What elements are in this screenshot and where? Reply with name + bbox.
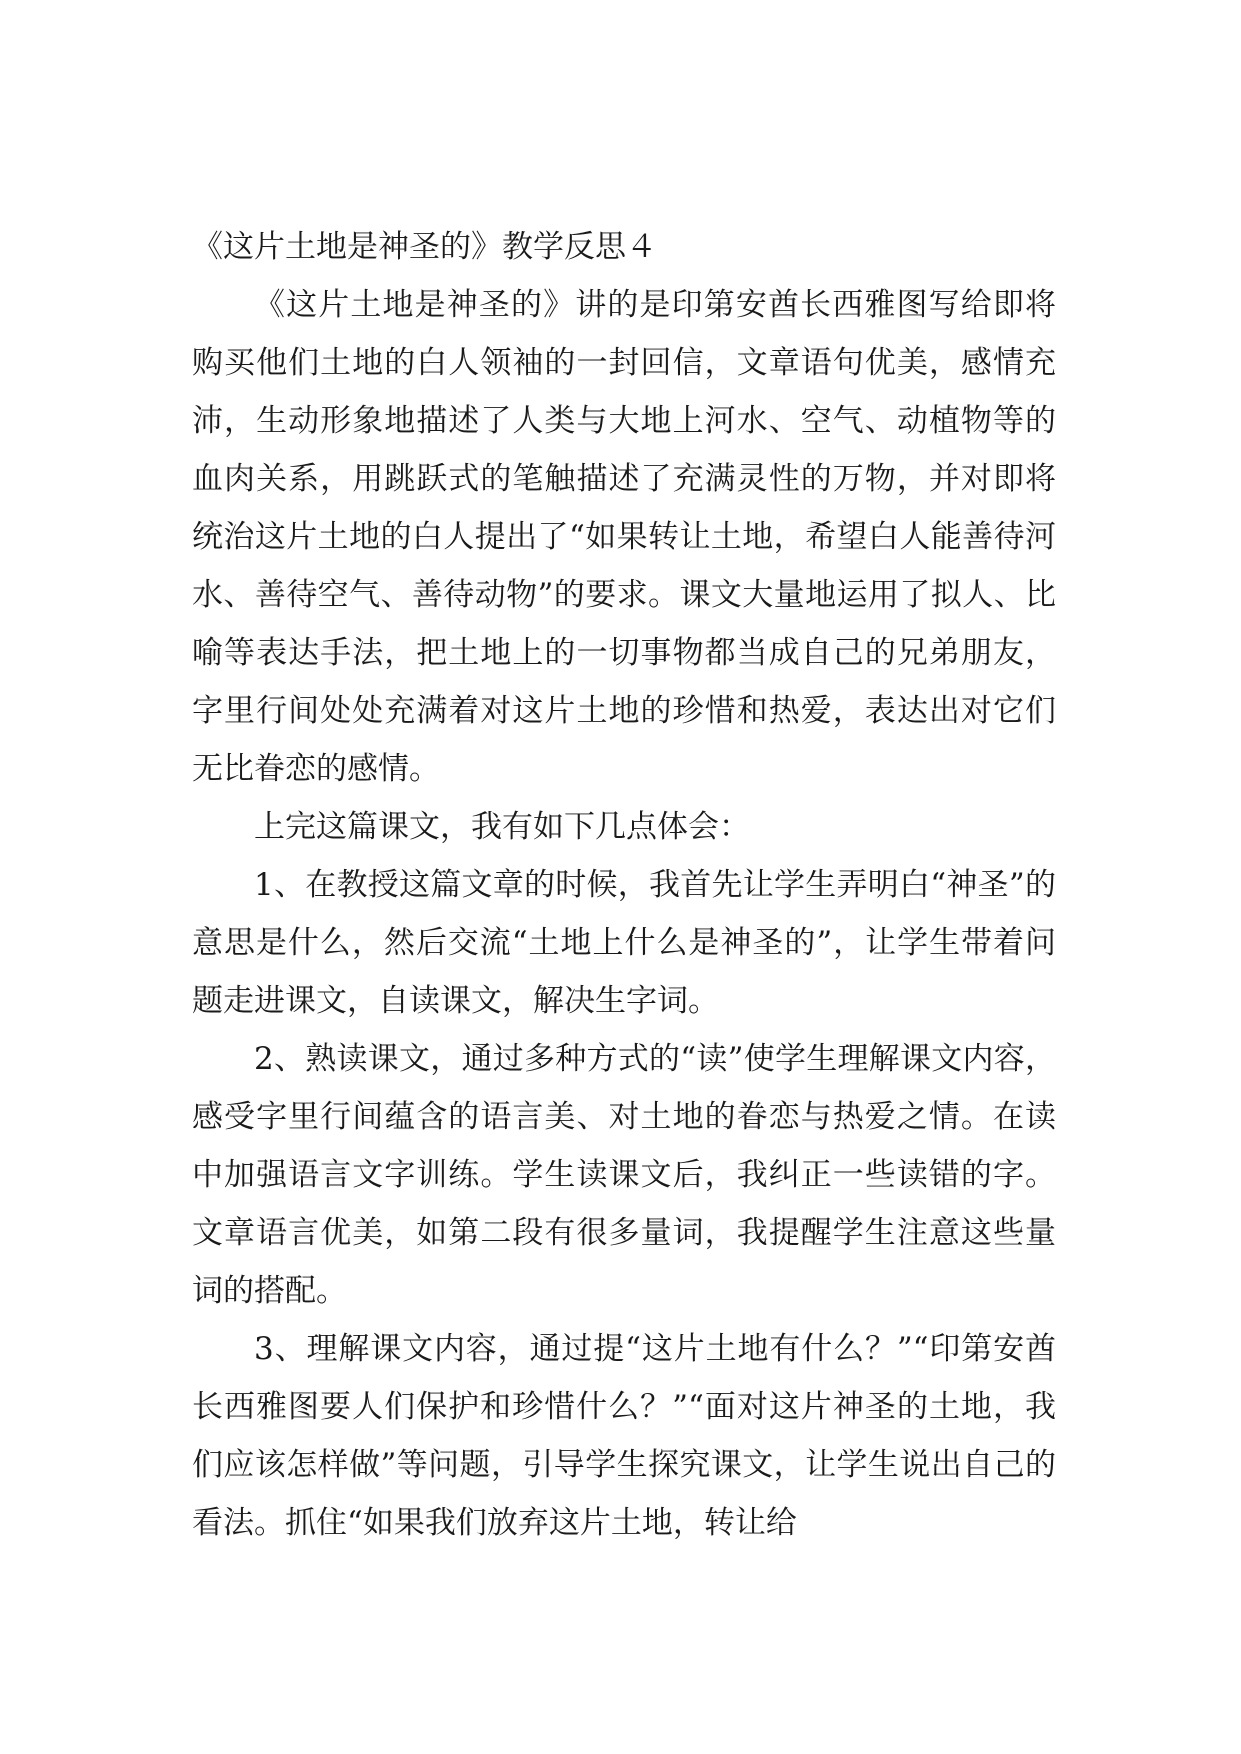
paragraph-intro: 《这片土地是神圣的》讲的是印第安酋长西雅图写给即将购买他们土地的白人领袖的一封回信，文章语句优美，感情充沛，生动形象地描述了人类与大地上河水、空气、动植物等的血肉关系，用跳跃式的笔触描述了充满灵性的万物，并对即将统治这片土地的白人提出了“如果转让土地，希望白人能善待河水、善待空气、善待动物”的要求。课文大量地运用了拟人、比喻等表达手法，把土地上的一切事物都当成自己的兄弟朋友，字里行间处处充满着对这片土地的珍惜和热爱，表达出对它们无比眷恋的感情。 [192, 287, 1056, 787]
paragraph-point-2: 2、熟读课文，通过多种方式的“读”使学生理解课文内容，感受字里行间蕴含的语言美、对土地的眷恋与热爱之情。在读中加强语言文字训练。学生读课文后，我纠正一些读错的字。文章语言优美，如第二段有很多量词，我提醒学生注意这些量词的搭配。 [192, 1041, 1056, 1309]
paragraph-point-3: 3、理解课文内容，通过提“这片土地有什么？”“印第安酋长西雅图要人们保护和珍惜什么？”“面对这片神圣的土地，我们应该怎样做”等问题，引导学生探究课文，让学生说出自己的看法。抓住“如果我们放弃这片土地，转让给 [192, 1331, 1056, 1541]
paragraph-reflections-lead: 上完这篇课文，我有如下几点体会： [254, 809, 750, 845]
document-title: 《这片土地是神圣的》教学反思４ [192, 229, 657, 265]
paragraph-point-1: 1、在教授这篇文章的时候，我首先让学生弄明白“神圣”的意思是什么，然后交流“土地上什么是神圣的”，让学生带着问题走进课文，自读课文，解决生字词。 [192, 867, 1056, 1019]
document-body [192, 218, 1056, 1552]
